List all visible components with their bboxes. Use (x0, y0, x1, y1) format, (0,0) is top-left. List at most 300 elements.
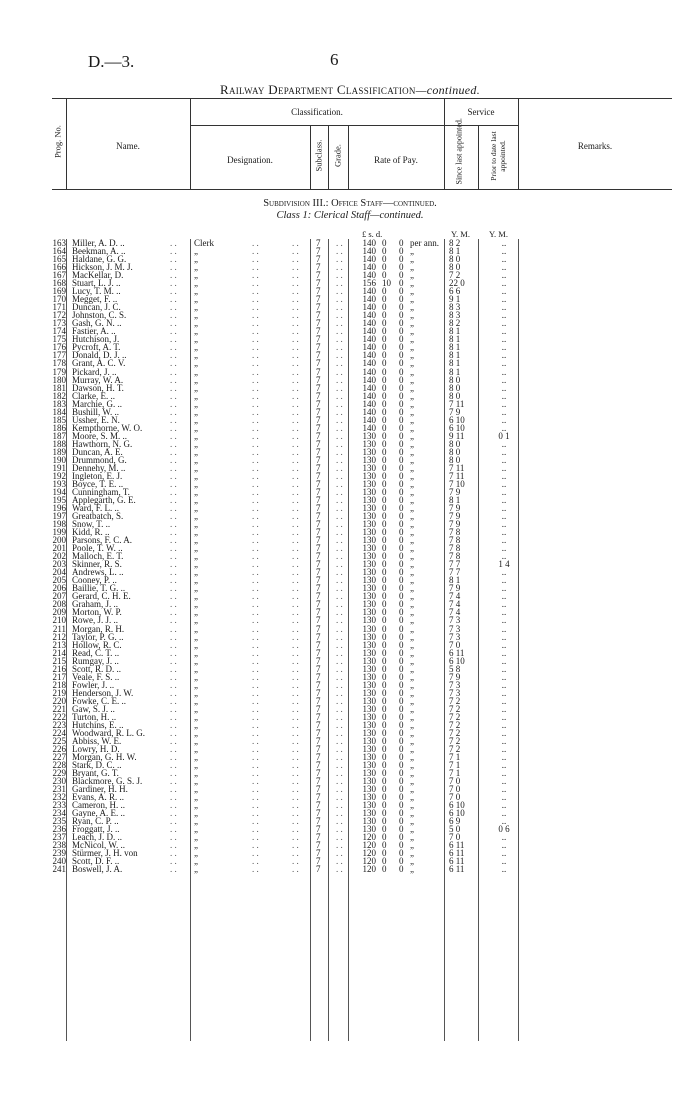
cell-no: 186 (52, 422, 66, 433)
cell-desig: „ (194, 760, 198, 771)
dot-leader: . . (252, 366, 259, 377)
dot-leader: . . (336, 486, 343, 497)
cell-lb: 140 (362, 318, 376, 329)
cell-d: 0 (399, 711, 404, 722)
cell-s: 10 (382, 278, 391, 289)
cell-ym: 7 11 (449, 398, 465, 409)
cell-lb: 120 (362, 856, 376, 867)
cell-no: 240 (52, 856, 66, 867)
dot-leader: . . (336, 816, 343, 827)
cell-s: 0 (382, 551, 387, 562)
cell-pa: „ (410, 760, 414, 771)
cell-lb: 130 (362, 639, 376, 650)
dot-leader: . . (292, 663, 299, 674)
cell-prior: .. (501, 470, 507, 481)
cell-no: 227 (52, 752, 66, 762)
dot-leader: . . (170, 246, 177, 257)
cell-s: 0 (382, 543, 387, 554)
cell-pa: „ (410, 559, 414, 570)
cell-d: 0 (399, 462, 404, 473)
dot-leader: . . (252, 583, 259, 594)
cell-s: 0 (382, 607, 387, 618)
cell-d: 0 (399, 358, 404, 369)
dot-leader: . . (336, 286, 343, 297)
cell-sub: 7 (316, 591, 321, 602)
cell-no: 195 (52, 495, 66, 505)
dot-leader: . . (292, 422, 299, 433)
dot-leader: . . (170, 735, 177, 746)
cell-name: Parsons, F. C. A. (72, 535, 133, 546)
cell-sub: 7 (316, 358, 321, 369)
cell-sub: 7 (316, 294, 321, 305)
cell-desig: „ (194, 816, 198, 827)
dot-leader: . . (336, 535, 343, 546)
cell-prior: .. (501, 663, 507, 674)
cell-prior: .. (501, 760, 507, 771)
dot-leader: . . (170, 687, 177, 698)
cell-name: Marchie, G. .. (72, 398, 122, 409)
cell-lb: 130 (362, 511, 376, 522)
cell-lb: 130 (362, 800, 376, 811)
cell-desig: „ (194, 575, 198, 586)
cell-no: 231 (52, 784, 66, 795)
dot-leader: . . (170, 438, 177, 449)
cell-no: 202 (52, 551, 66, 562)
cell-sub: 7 (316, 262, 321, 273)
dot-leader: . . (252, 792, 259, 803)
dot-leader: . . (252, 663, 259, 674)
dot-leader: . . (170, 422, 177, 433)
cell-sub: 7 (316, 406, 321, 417)
cell-prior: .. (501, 238, 507, 248)
cell-d: 0 (399, 406, 404, 417)
cell-ym: 7 2 (449, 711, 461, 722)
cell-prior: .. (501, 278, 507, 289)
cell-lb: 140 (362, 398, 376, 409)
cell-pa: „ (410, 446, 414, 457)
cell-desig: „ (194, 454, 198, 465)
cell-sub: 7 (316, 430, 321, 441)
dot-leader: . . (336, 446, 343, 457)
dot-leader: . . (336, 238, 343, 248)
dot-leader: . . (170, 454, 177, 465)
cell-sub: 7 (316, 535, 321, 546)
cell-pa: „ (410, 711, 414, 722)
cell-no: 212 (52, 631, 66, 642)
dot-leader: . . (292, 358, 299, 369)
dot-leader: . . (336, 639, 343, 650)
dot-leader: . . (170, 719, 177, 730)
cell-desig: „ (194, 711, 198, 722)
cell-desig: „ (194, 342, 198, 353)
cell-lb: 140 (362, 422, 376, 433)
cell-prior: .. (501, 519, 507, 530)
dot-leader: . . (292, 647, 299, 658)
dot-leader: . . (252, 832, 259, 843)
cell-s: 0 (382, 784, 387, 795)
dot-leader: . . (292, 398, 299, 409)
cell-pa: „ (410, 535, 414, 546)
cell-ym: 8 0 (449, 254, 461, 265)
cell-lb: 140 (362, 246, 376, 257)
cell-ym: 7 3 (449, 679, 461, 690)
dot-leader: . . (252, 711, 259, 722)
cell-s: 0 (382, 398, 387, 409)
cell-s: 0 (382, 286, 387, 297)
cell-d: 0 (399, 430, 404, 441)
cell-desig: „ (194, 768, 198, 779)
dot-leader: . . (252, 735, 259, 746)
dot-leader: . . (336, 358, 343, 369)
cell-ym: 8 2 (449, 318, 461, 329)
cell-lb: 140 (362, 326, 376, 337)
cell-sub: 7 (316, 462, 321, 473)
cell-ym: 9 11 (449, 430, 465, 441)
cell-lb: 140 (362, 414, 376, 425)
cell-name: Scott, R. D. .. (72, 663, 122, 674)
dot-leader: . . (292, 567, 299, 578)
cell-pa: „ (410, 511, 414, 522)
cell-no: 166 (52, 262, 66, 273)
cell-desig: „ (194, 326, 198, 337)
cell-prior: .. (501, 527, 507, 538)
cell-s: 0 (382, 719, 387, 730)
cell-pa: „ (410, 262, 414, 273)
cell-s: 0 (382, 414, 387, 425)
cell-s: 0 (382, 246, 387, 257)
cell-sub: 7 (316, 559, 321, 570)
cell-ym: 7 10 (449, 478, 465, 489)
cell-pa: „ (410, 647, 414, 658)
cell-desig: „ (194, 270, 198, 281)
cell-s: 0 (382, 599, 387, 610)
cell-sub: 7 (316, 663, 321, 674)
cell-ym: 8 3 (449, 310, 461, 321)
cell-sub: 7 (316, 639, 321, 650)
cell-d: 0 (399, 623, 404, 634)
cell-pa: „ (410, 768, 414, 779)
dot-leader: . . (170, 800, 177, 811)
dot-leader: . . (252, 623, 259, 634)
cell-no: 228 (52, 760, 66, 771)
cell-sub: 7 (316, 671, 321, 682)
cell-ym: 6 10 (449, 414, 465, 425)
cell-prior: .. (501, 406, 507, 417)
cell-name: Rumgay, J. .. (72, 655, 119, 666)
dot-leader: . . (292, 816, 299, 827)
cell-lb: 130 (362, 535, 376, 546)
dot-leader: . . (252, 358, 259, 369)
cell-s: 0 (382, 808, 387, 819)
cell-no: 219 (52, 687, 66, 698)
cell-sub: 7 (316, 366, 321, 377)
dot-leader: . . (336, 583, 343, 594)
cell-pa: „ (410, 503, 414, 514)
cell-lb: 130 (362, 599, 376, 610)
cell-desig: „ (194, 503, 198, 514)
cell-desig: „ (194, 358, 198, 369)
cell-d: 0 (399, 655, 404, 666)
dot-leader: . . (336, 663, 343, 674)
dot-leader: . . (292, 446, 299, 457)
dot-leader: . . (170, 711, 177, 722)
cell-ym: 8 0 (449, 446, 461, 457)
dot-leader: . . (252, 238, 259, 248)
cell-d: 0 (399, 470, 404, 481)
cell-ym: 8 1 (449, 334, 461, 345)
cell-sub: 7 (316, 840, 321, 851)
cell-sub: 7 (316, 270, 321, 281)
cell-name: Murray, W. A. (72, 374, 124, 385)
cell-pa: „ (410, 743, 414, 754)
cell-s: 0 (382, 687, 387, 698)
cell-desig: „ (194, 671, 198, 682)
header-prog-no: Prog. No. (52, 125, 63, 158)
cell-d: 0 (399, 551, 404, 562)
dot-leader: . . (336, 567, 343, 578)
cell-desig: „ (194, 631, 198, 642)
cell-name: Morton, W. P. (72, 607, 122, 618)
cell-name: Clarke, E. .. (72, 390, 115, 401)
cell-d: 0 (399, 832, 404, 843)
header-subclass: Subclass. (313, 139, 324, 172)
dot-leader: . . (292, 599, 299, 610)
dot-leader: . . (292, 495, 299, 505)
cell-name: Baillie, T. G. .. (72, 583, 126, 594)
cell-lb: 140 (362, 238, 376, 248)
cell-name: Blackmore, G. S. J. (72, 776, 143, 787)
cell-no: 238 (52, 840, 66, 851)
cell-sub: 7 (316, 631, 321, 642)
cell-ym: 7 2 (449, 703, 461, 714)
cell-pa: „ (410, 784, 414, 795)
cell-no: 210 (52, 615, 66, 626)
dot-leader: . . (292, 519, 299, 530)
cell-desig: „ (194, 511, 198, 522)
cell-prior: .. (501, 551, 507, 562)
cell-s: 0 (382, 647, 387, 658)
cell-s: 0 (382, 238, 387, 248)
cell-prior: .. (501, 735, 507, 746)
cell-prior: .. (501, 254, 507, 265)
dot-leader: . . (252, 784, 259, 795)
table-row (0, 865, 700, 873)
cell-d: 0 (399, 503, 404, 514)
dot-leader: . . (336, 703, 343, 714)
cell-prior: .. (501, 511, 507, 522)
cell-s: 0 (382, 655, 387, 666)
cell-name: Fowke, C. E. .. (72, 695, 126, 706)
cell-desig: „ (194, 334, 198, 345)
cell-name: Stuart, L. J. .. (72, 278, 121, 289)
dot-leader: . . (252, 430, 259, 441)
cell-s: 0 (382, 567, 387, 578)
cell-name: Hutchins, E. .. (72, 719, 124, 730)
cell-desig: „ (194, 655, 198, 666)
cell-d: 0 (399, 270, 404, 281)
cell-pa: „ (410, 478, 414, 489)
cell-d: 0 (399, 639, 404, 650)
dot-leader: . . (252, 270, 259, 281)
cell-s: 0 (382, 270, 387, 281)
dot-leader: . . (336, 527, 343, 538)
dot-leader: . . (170, 334, 177, 345)
dot-leader: . . (170, 374, 177, 385)
dot-leader: . . (170, 398, 177, 409)
dot-leader: . . (292, 414, 299, 425)
cell-sub: 7 (316, 438, 321, 449)
dot-leader: . . (252, 679, 259, 690)
cell-no: 181 (52, 382, 66, 393)
cell-sub: 7 (316, 551, 321, 562)
dot-leader: . . (336, 647, 343, 658)
cell-no: 211 (52, 623, 66, 634)
header-prior: Prior to date last appointed. (489, 131, 507, 181)
dot-leader: . . (336, 422, 343, 433)
dot-leader: . . (336, 559, 343, 570)
cell-sub: 7 (316, 503, 321, 514)
dot-leader: . . (170, 254, 177, 265)
dot-leader: . . (336, 366, 343, 377)
cell-ym: 8 1 (449, 358, 461, 369)
dot-leader: . . (292, 246, 299, 257)
cell-pa: „ (410, 832, 414, 843)
cell-ym: 7 2 (449, 719, 461, 730)
dot-leader: . . (252, 334, 259, 345)
cell-ym: 7 3 (449, 631, 461, 642)
cell-pa: „ (410, 374, 414, 385)
dot-leader: . . (252, 816, 259, 827)
dot-leader: . . (292, 623, 299, 634)
dot-leader: . . (292, 727, 299, 738)
cell-pa: „ (410, 270, 414, 281)
cell-pa: „ (410, 808, 414, 819)
dot-leader: . . (292, 527, 299, 538)
cell-d: 0 (399, 286, 404, 297)
cell-no: 185 (52, 414, 66, 425)
dot-leader: . . (292, 262, 299, 273)
cell-lb: 130 (362, 462, 376, 473)
cell-no: 207 (52, 591, 66, 602)
cell-desig: „ (194, 599, 198, 610)
cell-desig: „ (194, 543, 198, 554)
cell-s: 0 (382, 294, 387, 305)
cell-sub: 7 (316, 398, 321, 409)
cell-lb: 130 (362, 486, 376, 497)
cell-s: 0 (382, 760, 387, 771)
cell-sub: 7 (316, 864, 321, 875)
cell-pa: „ (410, 599, 414, 610)
dot-leader: . . (252, 511, 259, 522)
dot-leader: . . (170, 768, 177, 779)
cell-ym: 8 0 (449, 438, 461, 449)
cell-name: Moore, S. M. .. (72, 430, 128, 441)
cell-sub: 7 (316, 374, 321, 385)
cell-s: 0 (382, 735, 387, 746)
cell-d: 0 (399, 719, 404, 730)
cell-lb: 130 (362, 446, 376, 457)
cell-desig: „ (194, 583, 198, 594)
cell-d: 0 (399, 422, 404, 433)
cell-pa: „ (410, 486, 414, 497)
page-ref: D.—3. (88, 52, 135, 71)
dot-leader: . . (170, 848, 177, 859)
dot-leader: . . (336, 254, 343, 265)
dot-leader: . . (170, 326, 177, 337)
cell-lb: 130 (362, 551, 376, 562)
cell-name: Evans, A. R. .. (72, 792, 125, 803)
cell-name: Turton, H. .. (72, 711, 117, 722)
cell-pa: „ (410, 358, 414, 369)
dot-leader: . . (336, 414, 343, 425)
cell-name: Read, C. T. .. (72, 647, 120, 658)
cell-pa: „ (410, 422, 414, 433)
dot-leader: . . (252, 286, 259, 297)
cell-prior: .. (501, 358, 507, 369)
cell-no: 226 (52, 743, 66, 754)
cell-no: 197 (52, 511, 66, 522)
cell-ym: 7 7 (449, 559, 461, 570)
cell-prior: .. (501, 639, 507, 650)
cell-s: 0 (382, 727, 387, 738)
cell-sub: 7 (316, 832, 321, 843)
cell-no: 203 (52, 559, 66, 570)
cell-pa: „ (410, 703, 414, 714)
cell-pa: „ (410, 294, 414, 305)
cell-sub: 7 (316, 776, 321, 787)
cell-prior: .. (501, 414, 507, 425)
cell-name: Poole, T. W. .. (72, 543, 123, 554)
cell-prior: .. (501, 687, 507, 698)
dot-leader: . . (252, 462, 259, 473)
cell-s: 0 (382, 591, 387, 602)
cell-ym: 6 11 (449, 647, 465, 658)
cell-prior: .. (501, 800, 507, 811)
dot-leader: . . (336, 840, 343, 851)
cell-s: 0 (382, 254, 387, 265)
dot-leader: . . (336, 591, 343, 602)
cell-pa: „ (410, 390, 414, 401)
cell-d: 0 (399, 511, 404, 522)
cell-name: Ussher, E. N. (72, 414, 120, 425)
staff-table-body (0, 239, 700, 873)
dot-leader: . . (252, 246, 259, 257)
cell-d: 0 (399, 824, 404, 835)
cell-desig: „ (194, 246, 198, 257)
cell-s: 0 (382, 711, 387, 722)
dot-leader: . . (252, 406, 259, 417)
dot-leader: . . (170, 342, 177, 353)
cell-lb: 130 (362, 816, 376, 827)
cell-no: 198 (52, 519, 66, 530)
cell-desig: „ (194, 535, 198, 546)
cell-no: 179 (52, 366, 66, 377)
cell-s: 0 (382, 350, 387, 361)
cell-d: 0 (399, 366, 404, 377)
cell-prior: .. (501, 623, 507, 634)
dot-leader: . . (252, 310, 259, 321)
dot-leader: . . (170, 567, 177, 578)
dot-leader: . . (252, 575, 259, 586)
cell-d: 0 (399, 278, 404, 289)
dot-leader: . . (170, 824, 177, 835)
cell-s: 0 (382, 695, 387, 706)
cell-sub: 7 (316, 495, 321, 505)
dot-leader: . . (336, 406, 343, 417)
cell-sub: 7 (316, 808, 321, 819)
dot-leader: . . (170, 430, 177, 441)
cell-ym: 7 8 (449, 527, 461, 538)
